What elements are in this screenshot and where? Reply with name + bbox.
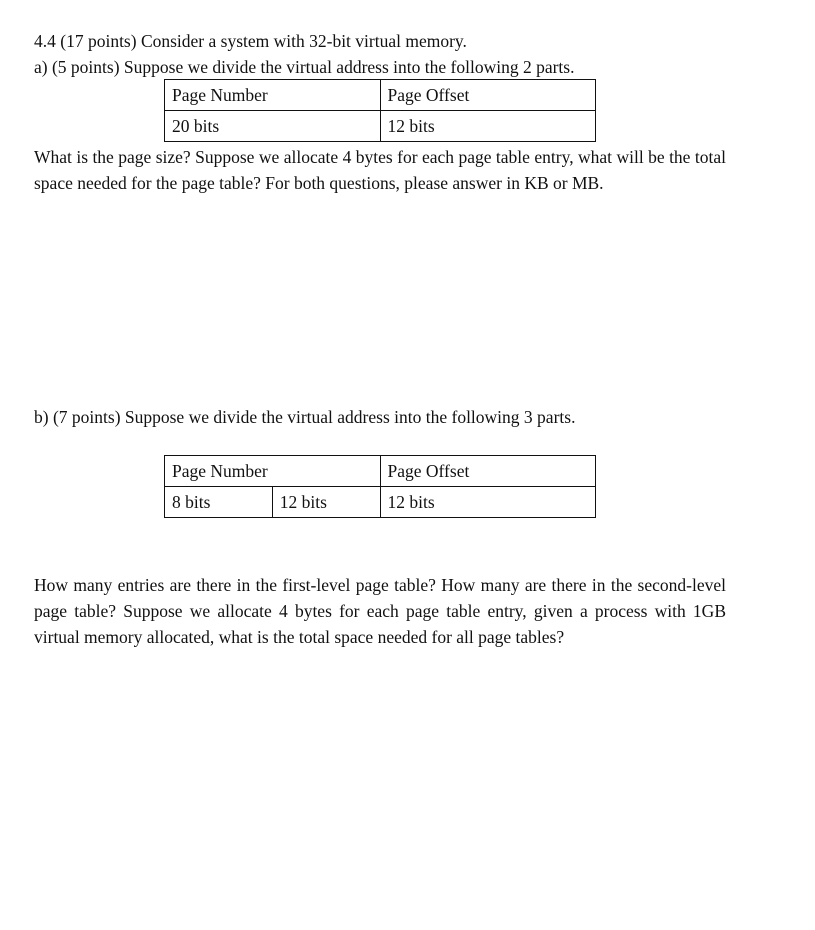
table-header-row	[165, 80, 596, 111]
part-b-intro: b) (7 points) Suppose we divide the virtual address into the following 3 parts.	[34, 407, 576, 427]
table-header-row	[165, 456, 596, 487]
page-number-header: Page Number	[165, 80, 381, 111]
page-offset-bits: 12 bits	[380, 487, 595, 518]
table-value-row	[165, 111, 596, 142]
part-a-address-table	[164, 79, 596, 142]
part-b-question: How many entries are there in the first-level page table? How many are there in the second-level page table? Suppose we allocate 4 bytes for each page table entry, given a process with 1GB virtual memory allocated, what is the total space needed for all page tables?	[34, 575, 726, 647]
page-offset-bits: 12 bits	[380, 111, 595, 142]
page-number-bits: 20 bits	[165, 111, 381, 142]
part-a-question: What is the page size? Suppose we allocate 4 bytes for each page table entry, what will be the total space needed for the page table? For both questions, please answer in KB or MB.	[34, 147, 726, 193]
second-level-bits: 12 bits	[272, 487, 380, 518]
page-offset-header: Page Offset	[380, 80, 595, 111]
part-b-address-table	[164, 455, 596, 518]
page-number-header: Page Number	[165, 456, 381, 487]
part-a-intro: a) (5 points) Suppose we divide the virtual address into the following 2 parts.	[34, 57, 575, 77]
table-value-row	[165, 487, 596, 518]
question-heading: 4.4 (17 points) Consider a system with 32-bit virtual memory.	[34, 31, 467, 51]
first-level-bits: 8 bits	[165, 487, 273, 518]
page-offset-header: Page Offset	[380, 456, 595, 487]
